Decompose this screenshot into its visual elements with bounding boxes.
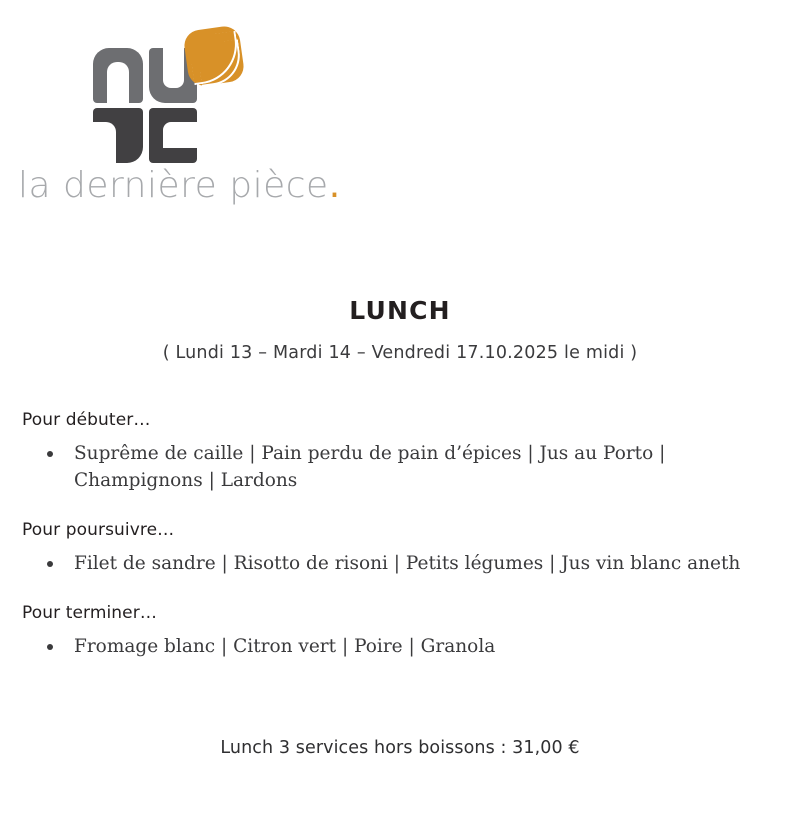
- list-item-label: Fromage blanc | Citron vert | Poire | Granola: [74, 636, 496, 657]
- section-heading-starter: Pour débuter…: [22, 410, 151, 430]
- section-items-main: [22, 550, 782, 577]
- list-item: [22, 550, 782, 577]
- list-item: [22, 633, 782, 660]
- logo-tile-top-right-notch: [163, 48, 184, 88]
- logo-mark-icon: [73, 28, 263, 163]
- logo-tile-bottom-left-notch: [93, 122, 116, 163]
- logo-tile-top-left-notch: [107, 62, 129, 103]
- menu-dates: ( Lundi 13 – Mardi 14 – Vendredi 17.10.2025 le midi ): [162, 343, 638, 363]
- section-items-dessert: [22, 633, 782, 660]
- menu-section-dessert: [22, 603, 782, 660]
- logo-tile-bottom-right-notch: [163, 122, 197, 148]
- section-items-starter: [22, 440, 782, 494]
- section-heading-main: Pour poursuivre…: [22, 520, 175, 540]
- logo-orange-arc-inner-icon: [196, 39, 243, 86]
- brand-wordmark-dot: .: [328, 165, 341, 206]
- bullet-icon: [47, 451, 53, 457]
- section-spacer: [22, 510, 782, 520]
- list-item: [22, 440, 782, 494]
- bullet-icon: [47, 561, 53, 567]
- list-item-label: Suprême de caille | Pain perdu de pain d’épices | Jus au Porto | Champignons | Lardons: [74, 443, 666, 491]
- section-heading-dessert: Pour terminer…: [22, 603, 157, 623]
- bullet-icon: [47, 644, 53, 650]
- list-item-label: Filet de sandre | Risotto de risoni | Petits légumes | Jus vin blanc aneth: [74, 553, 741, 574]
- menu-price-note: Lunch 3 services hors boissons : 31,00 €: [220, 738, 580, 758]
- menu-section-starter: [22, 410, 782, 494]
- brand-wordmark: [18, 165, 341, 206]
- brand-logo: [18, 20, 341, 206]
- menu-section-main: [22, 520, 782, 577]
- menu-sections: [22, 410, 782, 676]
- brand-wordmark-text: la dernière pièce: [18, 165, 329, 206]
- menu-title: LUNCH: [349, 296, 451, 325]
- section-spacer: [22, 593, 782, 603]
